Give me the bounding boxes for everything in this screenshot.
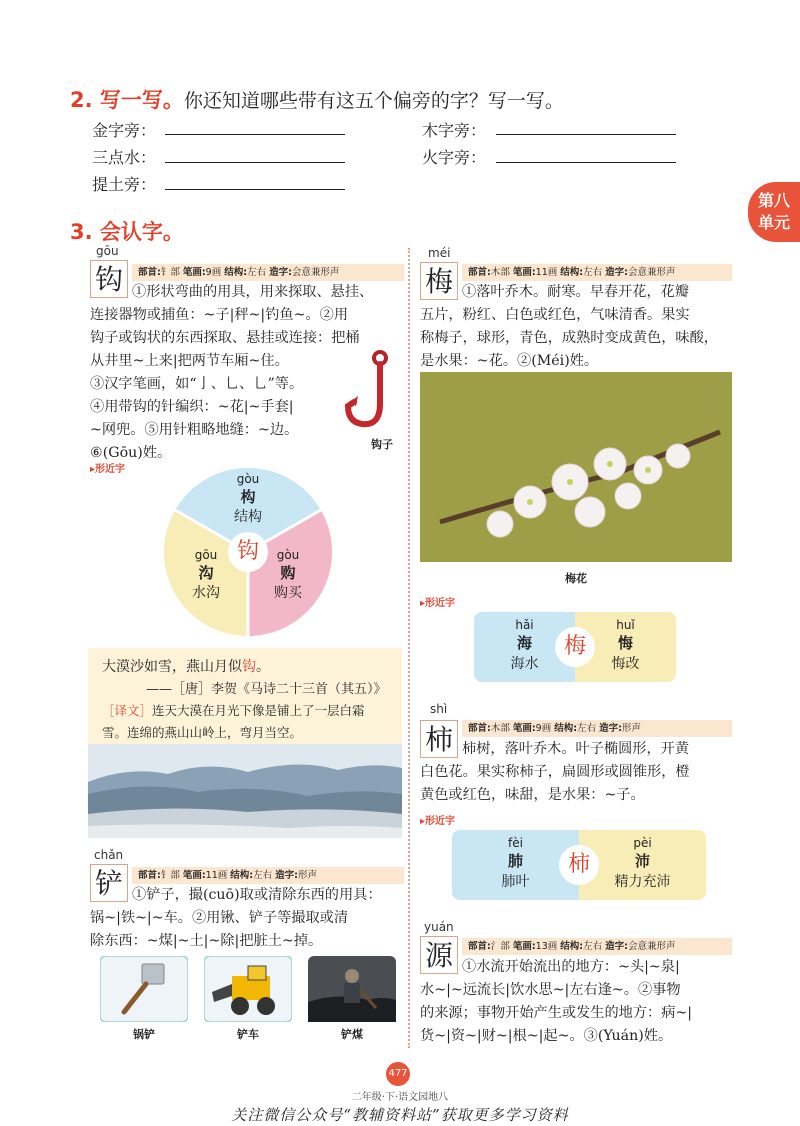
gou-bihua-key: 笔画:	[182, 267, 206, 278]
yuan-bushou-key: 部首:	[468, 941, 491, 952]
shi-zaozi-key: 造字:	[599, 723, 622, 734]
chan-line-2: 除东西：~煤|~土|~除|把脏土~掉。	[90, 933, 323, 949]
yuan-line-3: 货~|资~|财~|根~|起~。③(Yuán)姓。	[420, 1028, 673, 1044]
label-mu: 木字旁：	[422, 121, 487, 140]
shi-pair-right-ch: 沛	[634, 852, 650, 870]
chan-bihua-key: 笔画:	[182, 870, 206, 881]
mei-line-2: 称梅子，球形，青色，成熟时变成黄色，味酸，	[420, 330, 718, 346]
page-number: 477	[386, 1062, 410, 1086]
gou-wheel-top-py: gòu	[236, 472, 260, 486]
mei-bihua: 11画	[535, 267, 558, 278]
yuan-char: 源	[420, 936, 458, 974]
yuan-line-1: 水~|~远流长|饮水思~|左右逢~。②事物	[420, 982, 681, 998]
yiwen-2: 雪。连绵的燕山山岭上，弯月当空。	[102, 725, 303, 740]
gou-wheel-right	[262, 546, 314, 602]
mei-line-0: ①落叶乔木。耐寒。早春开花，花瓣	[462, 284, 690, 300]
chan-jiegou: 左右	[253, 870, 273, 881]
plum-blossom-image	[420, 372, 732, 562]
gou-line-7: ⑥(Gōu)姓。	[90, 445, 172, 461]
blank-huo[interactable]	[496, 161, 676, 163]
chan-zaozi-key: 造字:	[275, 870, 298, 881]
gou-line-1: 连接器物或捕鱼：~子|秤~|钓鱼~。②用	[90, 307, 349, 323]
poem-line	[102, 656, 270, 676]
footer-notice: 关注微信公众号“教辅资料站”获取更多学习资料	[231, 1106, 569, 1124]
yuan-bihua-key: 笔画:	[512, 941, 536, 952]
desert-mountain-image	[88, 744, 402, 838]
chan-caption-1: 铲车	[237, 1028, 259, 1041]
poem-source: ——［唐］李贺《马诗二十三首（其五）》	[146, 682, 387, 697]
gou-wheel-top	[222, 470, 274, 526]
mei-meta	[462, 264, 732, 281]
blank-tu[interactable]	[165, 188, 345, 190]
gou-wheel-right-ch: 购	[280, 564, 296, 582]
shi-bushou-key: 部首:	[468, 723, 491, 734]
shi-pair-left-py: fèi	[508, 836, 523, 850]
q2-heading	[70, 84, 564, 114]
mei-bushou: 木部	[490, 267, 510, 278]
shi-bushou: 木部	[490, 723, 510, 734]
mei-line-3: 是水果：~花。②(Méi)姓。	[420, 353, 599, 369]
gou-wheel-top-word: 结构	[234, 509, 262, 525]
mei-pair-right-ch: 悔	[617, 634, 633, 652]
q3-heading: 3. 会认字。	[70, 220, 184, 244]
gou-meta	[132, 264, 404, 281]
chan-jiegou-key: 结构:	[230, 870, 254, 881]
column-divider	[408, 248, 410, 1048]
shi-pair-center: 柿	[559, 845, 599, 885]
shi-char: 柿	[420, 720, 458, 758]
blank-mu[interactable]	[496, 133, 676, 135]
yiwen-1: 连天大漠在月光下像是铺上了一层白霜	[152, 703, 365, 718]
gou-zaozi-key: 造字:	[269, 267, 292, 278]
label-jin: 金字旁：	[92, 121, 157, 140]
mei-similar-pair	[474, 612, 676, 682]
shi-meta	[462, 720, 732, 737]
mei-jiegou: 左右	[583, 267, 603, 278]
chan-caption-0: 锅铲	[133, 1028, 155, 1041]
gou-wheel-top-ch: 构	[240, 488, 256, 506]
yuan-pinyin: yuán	[424, 920, 454, 934]
shi-jiegou-key: 结构:	[554, 723, 578, 734]
gou-zaozi: 会意兼形声	[291, 267, 340, 278]
mei-similar-tag: ▸形近字	[420, 598, 456, 609]
shi-pair-left-ch: 肺	[507, 852, 523, 870]
chan-bihua: 11画	[205, 870, 228, 881]
shi-pinyin: shì	[430, 702, 448, 716]
blank-jin[interactable]	[165, 133, 345, 135]
mei-pair-left-ch: 海	[516, 634, 532, 652]
yuan-meta	[462, 938, 732, 955]
yuan-line-2: 的来源；事物开始产生或发生的地方：病~|	[420, 1005, 693, 1021]
shi-line-0: 柿树，落叶乔木。叶子椭圆形，开黄	[462, 741, 690, 757]
spatula-image	[100, 956, 188, 1022]
poem-line-a: 大漠沙如雪，燕山月似	[102, 659, 242, 675]
gou-similar-tag: ▸形近字	[90, 464, 126, 475]
gou-jiegou-key: 结构:	[224, 267, 248, 278]
gou-wheel-left-word: 水沟	[192, 585, 220, 601]
shi-similar-tag: ▸形近字	[420, 816, 456, 827]
label-shui: 三点水：	[92, 148, 157, 167]
shi-zaozi: 形声	[621, 723, 641, 734]
chan-line-1: 锅~|铁~|~车。②用锹、铲子等撮取或清	[90, 910, 349, 926]
yiwen-tag: ［译文］	[102, 703, 153, 718]
hook-image	[342, 346, 400, 432]
chan-meta	[132, 867, 404, 884]
shoveling-coal-image	[308, 956, 396, 1022]
poem-line-end: 。	[256, 659, 270, 675]
loader-image	[204, 956, 292, 1022]
chan-line-0: ①铲子，撮(cuō)取或清除东西的用具：	[132, 887, 382, 903]
chan-bushou: 钅部	[160, 870, 180, 881]
unit-tab	[748, 182, 800, 242]
gou-line-0: ①形状弯曲的用具，用来探取、悬挂、	[132, 284, 374, 300]
mei-pair-center: 梅	[555, 627, 595, 667]
mei-pair-right-py: huǐ	[616, 618, 635, 632]
gou-image-caption: 钩子	[371, 438, 393, 451]
mei-zaozi-key: 造字:	[605, 267, 628, 278]
yuan-bihua: 13画	[535, 941, 558, 952]
mei-bushou-key: 部首:	[468, 267, 491, 278]
yuan-zaozi: 会意兼形声	[627, 941, 676, 952]
gou-line-5: ④用带钩的针编织：~花|~手套|	[90, 399, 294, 415]
chan-caption-2: 铲煤	[341, 1028, 363, 1041]
poem-box	[88, 648, 402, 838]
gou-wheel-left-ch: 沟	[198, 564, 214, 582]
mei-line-1: 五片，粉红、白色或红色，气味清香。果实	[420, 307, 690, 323]
gou-bihua: 9画	[205, 267, 222, 278]
shi-line-1: 白色花。果实称柿子，扁圆形或圆锥形，橙	[420, 764, 690, 780]
poem-translation	[102, 700, 394, 744]
gou-jiegou: 左右	[247, 267, 267, 278]
chan-pinyin: chǎn	[94, 848, 124, 862]
mei-jiegou-key: 结构:	[560, 267, 584, 278]
gou-line-3: 从井里~上来|把两节车厢~住。	[90, 353, 289, 369]
shi-line-2: 黄色或红色，味甜，是水果：~子。	[420, 787, 645, 803]
yuan-bushou: 氵部	[490, 941, 510, 952]
gou-line-6: ~网兜。⑤用针粗略地缝：~边。	[90, 422, 299, 438]
gou-char: 钩	[90, 260, 128, 298]
chan-bushou-key: 部首:	[138, 870, 161, 881]
gou-wheel-right-py: gòu	[276, 548, 300, 562]
shi-similar-pair	[452, 830, 706, 900]
unit-tab-line1: 第八	[757, 191, 790, 210]
gou-wheel-left	[180, 546, 232, 602]
gou-wheel-right-word: 购买	[274, 585, 302, 601]
shi-bihua-key: 笔画:	[512, 723, 536, 734]
mei-pair-left-py: hǎi	[515, 618, 534, 632]
mei-pair-left-word: 海水	[510, 656, 539, 672]
gou-pinyin: gōu	[96, 244, 119, 258]
chan-char: 铲	[90, 864, 128, 902]
shi-pair-right-word: 精力充沛	[614, 874, 671, 890]
q2-number: 2. 写一写。	[70, 88, 184, 112]
yuan-line-0: ①水流开始流出的地方：~头|~泉|	[462, 959, 680, 975]
shi-pair-left-word: 肺叶	[501, 874, 530, 890]
mei-image-caption: 梅花	[565, 572, 587, 585]
mei-zaozi: 会意兼形声	[627, 267, 676, 278]
mei-char: 梅	[420, 262, 458, 300]
mei-bihua-key: 笔画:	[512, 267, 536, 278]
poem-line-highlight: 钩	[242, 659, 256, 675]
shi-jiegou: 左右	[577, 723, 597, 734]
yuan-jiegou: 左右	[583, 941, 603, 952]
mei-pair-right-word: 悔改	[611, 656, 640, 672]
yuan-jiegou-key: 结构:	[560, 941, 584, 952]
unit-tab-line2: 单元	[757, 213, 790, 232]
label-tu: 提土旁：	[92, 175, 157, 194]
gou-line-4: ③汉字笔画，如“亅、乚、乚”等。	[90, 376, 304, 392]
gou-line-2: 钩子或钩状的东西探取、悬挂或连接：把桶	[90, 330, 360, 346]
mei-pinyin: méi	[428, 246, 451, 260]
blank-shui[interactable]	[165, 161, 345, 163]
yuan-zaozi-key: 造字:	[605, 941, 628, 952]
q2-text: 你还知道哪些带有这五个偏旁的字？写一写。	[183, 90, 564, 112]
gou-bushou-key: 部首:	[138, 267, 161, 278]
label-huo: 火字旁：	[422, 148, 487, 167]
chan-zaozi: 形声	[297, 870, 317, 881]
shi-pair-right-py: pèi	[633, 836, 652, 850]
gou-bushou: 钅部	[160, 267, 180, 278]
footer-grade: 二年级·下·语文园地八	[351, 1092, 449, 1103]
shi-bihua: 9画	[535, 723, 552, 734]
gou-wheel-left-py: gōu	[194, 548, 218, 562]
gou-wheel-center: 钩	[236, 539, 259, 564]
